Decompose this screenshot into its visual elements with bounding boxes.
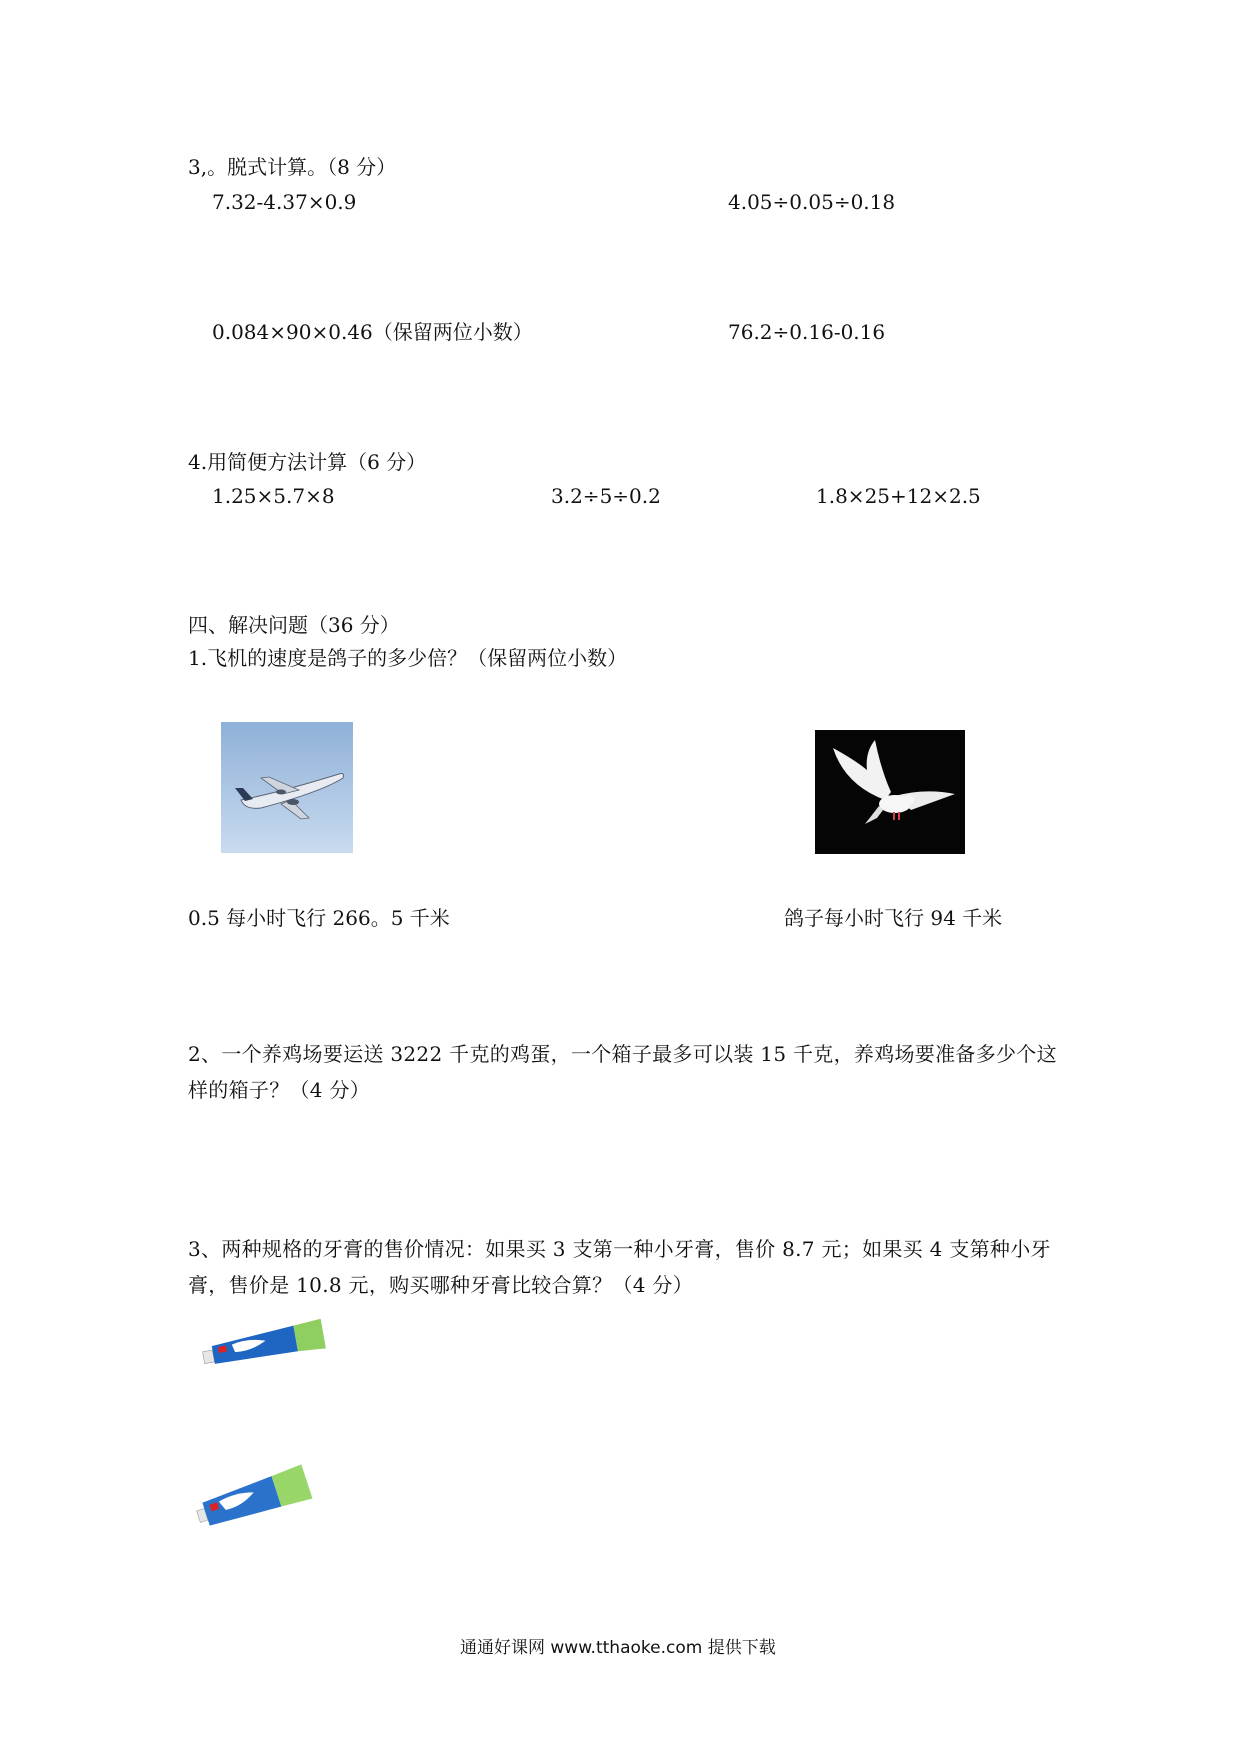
airplane-image [221,722,353,853]
airplane-caption: 0.5 每小时飞行 266。5 千米 [188,906,450,930]
part4-heading: 四、解决问题（36 分） [188,613,400,637]
question-1-text: 1.飞机的速度是鸽子的多少倍？（保留两位小数） [188,646,628,670]
toothpaste-image-small [196,1315,332,1371]
section4-expr-2: 3.2÷5÷0.2 [551,484,661,508]
section4-heading: 4.用简便方法计算（6 分） [188,450,427,474]
toothpaste-image-large [190,1459,316,1541]
section3-expr-2: 4.05÷0.05÷0.18 [728,190,896,214]
section4-expr-1: 1.25×5.7×8 [212,484,335,508]
section4-expr-3: 1.8×25+12×2.5 [816,484,981,508]
dove-image [815,730,965,854]
section3-expr-1: 7.32-4.37×0.9 [212,190,357,214]
footer-text: 通通好课网 www.tthaoke.com 提供下载 [460,1638,776,1658]
dove-caption: 鸽子每小时飞行 94 千米 [784,906,1003,930]
question-3-text: 3、两种规格的牙膏的售价情况：如果买 3 支第一种小牙膏，售价 8.7 元；如果买 4 支第种小牙膏，售价是 10.8 元，购买哪种牙膏比较合算？（4 分） [188,1237,1051,1297]
question-2-text: 2、一个养鸡场要运送 3222 千克的鸡蛋，一个箱子最多可以装 15 千克，养鸡场要准备多少个这样的箱子？（4 分） [188,1042,1057,1102]
section3-heading: 3,。脱式计算。（8 分） [188,155,397,179]
section3-expr-3: 0.084×90×0.46（保留两位小数） [212,320,533,344]
section3-expr-4: 76.2÷0.16-0.16 [728,320,886,344]
